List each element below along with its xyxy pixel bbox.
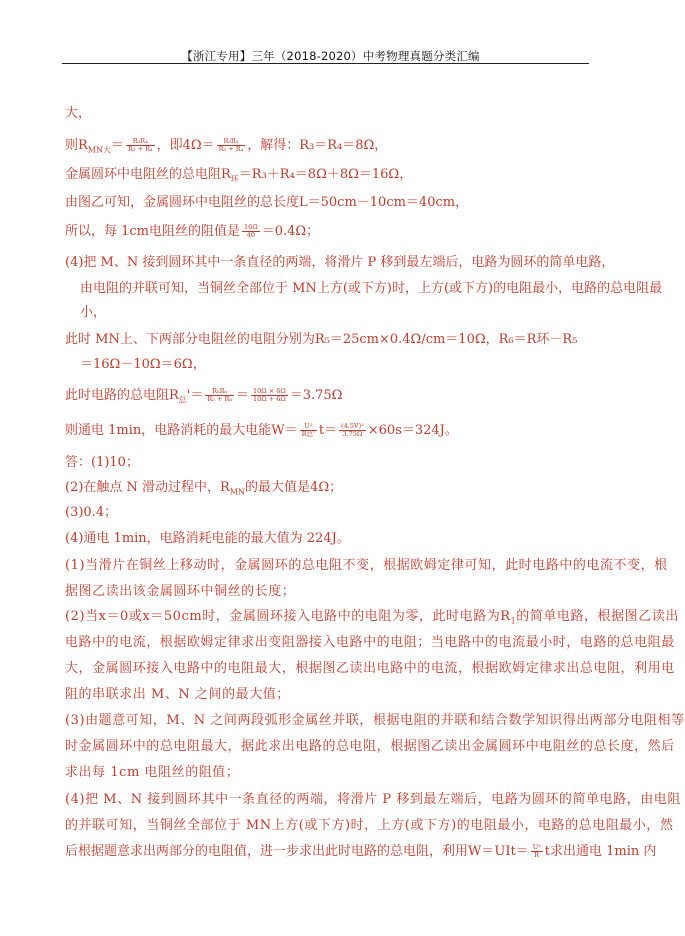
text-line: (4)把 M、N 接到圆环其中一条直径的两端，将滑片 P 移到最左端后，电路为圆环的简单电路， xyxy=(65,255,615,270)
analysis-line: 时金属圆环中的总电阻最大，据此求出电路的总电阻，根据图乙读出金属圆环中电阻丝的总长度，然后 xyxy=(65,739,675,754)
page-header: 【浙江专用】三年（2018-2020）中考物理真题分类汇编 xyxy=(181,49,480,63)
analysis-line: 阻的串联求出 M、N 之间的最大值； xyxy=(65,687,290,702)
answer-line: (4)通电 1min，电路消耗电能的最大值为 224J。 xyxy=(65,531,350,546)
fraction: $\frac{\text{(4.5V)²}}{3.75\Omega}$ xyxy=(341,422,364,438)
fraction: $\frac{\text{R₅R₆}}{\text{R₅ + R₆}}$ xyxy=(207,387,232,403)
answer-line: 答：(1)10； xyxy=(65,455,139,470)
fraction: $\frac{10\Omega \times 6\Omega}{10\Omega + 6\Omega}$ xyxy=(252,387,286,403)
analysis-line: (1)当滑片在铜丝上移动时，金属圆环的总电阻不变，根据欧姆定律可知，此时电路中的电流不变，根 xyxy=(65,558,668,573)
formula-line: 则通电 1min，电路消耗的最大电能W＝ $\frac{\text{U²}}{\text{R总'}}$ t＝ $\frac{\text{(4.5V)²}}{3.75\Omega}$ ×60s＝324J。 xyxy=(65,422,458,438)
analysis-line: 电路中的电流，根据欧姆定律求出变阻器接入电路中的电阻；当电路中的电流最小时，电路的总电阻最 xyxy=(65,635,675,650)
text-line: 大， xyxy=(65,106,92,121)
fraction: $\frac{16\Omega}{40}$ xyxy=(244,223,258,239)
fraction: $\frac{\text{R₃R₄}}{\text{R₃ + R₄}}$ xyxy=(218,137,244,153)
fraction: $\frac{\text{R₃R₄}}{\text{R₃ + R₄}}$ xyxy=(128,137,153,153)
analysis-line: (3)由题意可知，M、N 之间两段弧形金属丝并联，根据电阻的并联和结合数学知识得出两部分电阻相等 xyxy=(65,713,685,728)
answer-line: (2)在触点 N 滑动过程中，$R_{MN}$的最大值是4Ω； xyxy=(65,480,343,497)
formula-line: 所以，每 1cm电阻丝的阻值是 $\frac{16\Omega}{40}$ ＝0.4Ω； xyxy=(65,223,320,239)
text-line: ＝16Ω－10Ω＝6Ω， xyxy=(80,357,206,372)
analysis-line: 据图乙读出该金属圆环中铜丝的长度； xyxy=(65,584,296,599)
formula-line: 此时电路的总电阻$R_总'=$ $\frac{\text{R₅R₆}}{\text{R₅ + R₆}}$ ＝ $\frac{10\Omega \times 6\Omega}{10\Omega + 6\Omega}$ ＝3.75Ω xyxy=(65,387,343,405)
header-rule xyxy=(62,63,589,64)
text-line: 小， xyxy=(80,305,107,320)
formula-line: 金属圆环中电阻丝的总电阻$R_环=R_3+R_4=8\Omega+8\Omega=16\Omega$， xyxy=(65,167,413,184)
text-line: 由图乙可知，金属圆环中电阻丝的总长度L＝50cm－10cm＝40cm， xyxy=(65,195,469,210)
formula-line: 则$R_{MN大}=$ $\frac{\text{R₃R₄}}{\text{R₃ + R₄}}$ ，即4Ω＝ $\frac{\text{R₃R₄}}{\text{R₃ + R₄}}$ ，解得：R₃＝R₄＝8Ω， xyxy=(65,137,388,155)
fraction: $\frac{\text{U²}}{\text{R总'}}$ xyxy=(301,422,315,438)
analysis-line: (4)把 M、N 接到圆环其中一条直径的两端，将滑片 P 移到最左端后，电路为圆环的简单电路，由电阻 xyxy=(65,792,681,807)
analysis-line: 后根据题意求出两部分的电阻值，进一步求出此时电路的总电阻，利用W＝UIt＝ $\frac{\text{U²}}{R}$ t求出通电 1min 内 xyxy=(65,843,657,859)
fraction: $\frac{\text{U²}}{R}$ xyxy=(532,843,541,859)
analysis-line: (2)当x＝0或x＝50cm时，金属圆环接入电路中的电阻为零，此时电路为$R_1$的简单电路，根据图乙读出 xyxy=(65,609,679,626)
text-line: 由电阻的并联可知，当铜丝全部位于 MN上方(或下方)时，上方(或下方)的电阻最小，电路的总电阻最 xyxy=(80,281,663,296)
analysis-line: 求出每 1cm 电阻丝的阻值； xyxy=(65,765,240,780)
answer-line: (3)0.4； xyxy=(65,505,118,520)
analysis-line: 的并联可知，当铜丝全部位于 MN上方(或下方)时，上方(或下方)的电阻最小，电路的总电阻最小，然 xyxy=(65,818,674,833)
text-line: 此时 MN上、下两部分电阻丝的电阻分别为R₅＝25cm×0.4Ω/cm＝10Ω，R₆＝R环－R₅ xyxy=(65,332,578,347)
analysis-line: 大，金属圆环接入电路中的电阻最大，根据图乙读出电路中的电流，根据欧姆定律求出总电阻，利用电 xyxy=(65,661,675,676)
